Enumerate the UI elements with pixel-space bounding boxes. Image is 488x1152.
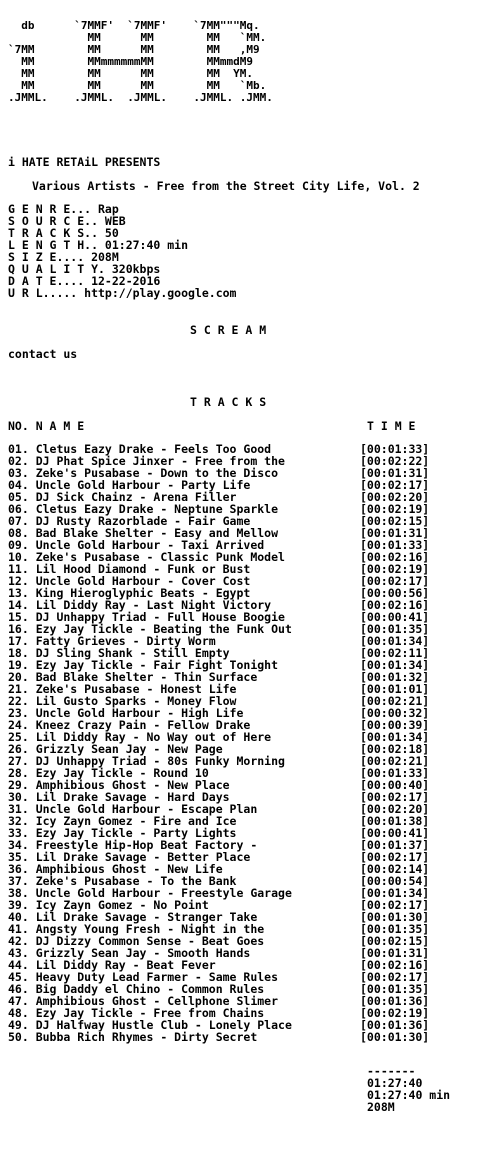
track-time: [00:00:56] (360, 586, 430, 600)
track-time: [00:02:17] (360, 790, 430, 804)
track-title: 24. Kneez Crazy Pain - Fellow Drake (8, 718, 251, 732)
tracks-heading: T R A C K S (190, 395, 267, 409)
track-title: 49. DJ Halfway Hustle Club - Lonely Place (8, 1018, 292, 1032)
track-time: [00:00:40] (360, 778, 430, 792)
track-time: [00:01:34] (360, 886, 430, 900)
track-title: 02. DJ Phat Spice Jinxer - Free from the (8, 454, 285, 468)
track-time: [00:00:41] (360, 826, 430, 840)
track-time: [00:01:34] (360, 634, 430, 648)
info-genre: G E N R E... Rap (8, 202, 119, 216)
track-title: 15. DJ Unhappy Triad - Full House Boogie (8, 610, 285, 624)
track-time: [00:02:19] (360, 1006, 430, 1020)
track-title: 10. Zeke's Pusabase - Classic Punk Model (8, 550, 285, 564)
track-time: [00:02:18] (360, 742, 430, 756)
track-time: [00:00:41] (360, 610, 430, 624)
track-time: [00:02:11] (360, 646, 430, 660)
track-row (8, 1031, 480, 1043)
track-time: [00:01:35] (360, 622, 430, 636)
track-title: 44. Lil Diddy Ray - Beat Fever (8, 958, 216, 972)
track-title: 16. Ezy Jay Tickle - Beating the Funk Out (8, 622, 292, 636)
track-time: [00:01:33] (360, 538, 430, 552)
track-title: 23. Uncle Gold Harbour - High Life (8, 706, 244, 720)
track-time: [00:02:17] (360, 970, 430, 984)
track-title: 48. Ezy Jay Tickle - Free from Chains (8, 1006, 265, 1020)
track-time: [00:01:31] (360, 526, 430, 540)
track-title: 31. Uncle Gold Harbour - Escape Plan (8, 802, 258, 816)
summary-divider: ------- (367, 1064, 416, 1078)
info-source: S O U R C E.. WEB (8, 214, 126, 228)
track-time: [00:02:22] (360, 454, 430, 468)
contact-link[interactable]: contact us (8, 347, 78, 361)
track-title: 04. Uncle Gold Harbour - Party Life (8, 478, 251, 492)
album-title: Various Artists - Free from the Street City Life, Vol. 2 (32, 179, 420, 193)
track-title: 11. Lil Hood Diamond - Funk or Bust (8, 562, 251, 576)
track-time: [00:02:20] (360, 802, 430, 816)
track-time: [00:02:17] (360, 574, 430, 588)
track-list (8, 443, 480, 1043)
track-title: 19. Ezy Jay Tickle - Fair Fight Tonight (8, 658, 279, 672)
track-time: [00:01:30] (360, 910, 430, 924)
track-time: [00:01:36] (360, 1018, 430, 1032)
track-time: [00:01:30] (360, 1030, 430, 1044)
track-time: [00:01:34] (360, 730, 430, 744)
info-url: U R L..... http://play.google.com (8, 286, 237, 300)
track-title: 40. Lil Drake Savage - Stranger Take (8, 910, 258, 924)
track-time: [00:02:19] (360, 502, 430, 516)
track-title: 29. Amphibious Ghost - New Place (8, 778, 230, 792)
track-title: 45. Heavy Duty Lead Farmer - Same Rules (8, 970, 279, 984)
track-title: 07. DJ Rusty Razorblade - Fair Game (8, 514, 251, 528)
track-title: 39. Icy Zayn Gomez - No Point (8, 898, 209, 912)
track-time: [00:01:34] (360, 658, 430, 672)
info-quality: Q U A L I T Y. 320kbps (8, 262, 161, 276)
track-title: 08. Bad Blake Shelter - Easy and Mellow (8, 526, 279, 540)
track-title: 05. DJ Sick Chainz - Arena Filler (8, 490, 237, 504)
track-title: 37. Zeke's Pusabase - To the Bank (8, 874, 237, 888)
track-time: [00:01:33] (360, 442, 430, 456)
summary-total-length: 01:27:40 min (367, 1088, 451, 1102)
info-length: L E N G T H.. 01:27:40 min (8, 238, 189, 252)
track-time: [00:02:20] (360, 490, 430, 504)
release-info (8, 203, 236, 299)
track-title: 17. Fatty Grieves - Dirty Worm (8, 634, 216, 648)
scream-heading: S C R E A M (190, 323, 267, 337)
column-header-name: NO. N A M E (8, 419, 85, 433)
summary-block (367, 1065, 450, 1113)
track-title: 01. Cletus Eazy Drake - Feels Too Good (8, 442, 272, 456)
ascii-art-logo: db `7MMF' `7MMF' `7MM"""Mq. MM MM MM `MM. `7MM MM MM MM ,M9 MM MMmmmmmmMM MMmmdM9 MM MM MM MM YM. MM MM MM MM `Mb. .JMML. .JMML. .JMML. .JMML. .JMM. (8, 19, 273, 104)
track-title: 25. Lil Diddy Ray - No Way out of Here (8, 730, 272, 744)
summary-total-size: 208M (367, 1100, 395, 1114)
track-title: 06. Cletus Eazy Drake - Neptune Sparkle (8, 502, 279, 516)
track-title: 03. Zeke's Pusabase - Down to the Disco (8, 466, 279, 480)
track-time: [00:02:14] (360, 862, 430, 876)
column-header-time: T I M E (367, 419, 416, 433)
track-time: [00:01:35] (360, 922, 430, 936)
track-title: 12. Uncle Gold Harbour - Cover Cost (8, 574, 251, 588)
track-time: [00:02:15] (360, 934, 430, 948)
track-title: 46. Big Daddy el Chino - Common Rules (8, 982, 265, 996)
info-size: S I Z E.... 208M (8, 250, 119, 264)
track-time: [00:02:21] (360, 754, 430, 768)
track-time: [00:02:16] (360, 958, 430, 972)
track-title: 21. Zeke's Pusabase - Honest Life (8, 682, 237, 696)
track-time: [00:02:17] (360, 850, 430, 864)
info-tracks: T R A C K S.. 50 (8, 226, 119, 240)
track-time: [00:01:31] (360, 466, 430, 480)
track-time: [00:01:36] (360, 994, 430, 1008)
track-time: [00:00:54] (360, 874, 430, 888)
track-time: [00:00:32] (360, 706, 430, 720)
track-title: 38. Uncle Gold Harbour - Freestyle Garage (8, 886, 292, 900)
track-title: 28. Ezy Jay Tickle - Round 10 (8, 766, 209, 780)
track-title: 09. Uncle Gold Harbour - Taxi Arrived (8, 538, 265, 552)
track-title: 26. Grizzly Sean Jay - New Page (8, 742, 223, 756)
track-time: [00:02:15] (360, 514, 430, 528)
summary-total-time: 01:27:40 (367, 1076, 423, 1090)
track-title: 32. Icy Zayn Gomez - Fire and Ice (8, 814, 237, 828)
track-title: 42. DJ Dizzy Common Sense - Beat Goes (8, 934, 265, 948)
track-title: 22. Lil Gusto Sparks - Money Flow (8, 694, 237, 708)
track-title: 30. Lil Drake Savage - Hard Days (8, 790, 230, 804)
track-title: 41. Angsty Young Fresh - Night in the (8, 922, 265, 936)
track-title: 33. Ezy Jay Tickle - Party Lights (8, 826, 237, 840)
track-title: 35. Lil Drake Savage - Better Place (8, 850, 251, 864)
track-time: [00:02:21] (360, 694, 430, 708)
track-time: [00:02:16] (360, 598, 430, 612)
track-time: [00:01:37] (360, 838, 430, 852)
presents-line: i HATE RETAiL PRESENTS (8, 155, 161, 169)
track-time: [00:02:17] (360, 898, 430, 912)
track-title: 14. Lil Diddy Ray - Last Night Victory (8, 598, 272, 612)
track-title: 50. Bubba Rich Rhymes - Dirty Secret (8, 1030, 258, 1044)
track-title: 47. Amphibious Ghost - Cellphone Slimer (8, 994, 279, 1008)
track-title: 20. Bad Blake Shelter - Thin Surface (8, 670, 258, 684)
track-title: 36. Amphibious Ghost - New Life (8, 862, 223, 876)
track-title: 43. Grizzly Sean Jay - Smooth Hands (8, 946, 251, 960)
track-time: [00:01:32] (360, 670, 430, 684)
track-time: [00:01:35] (360, 982, 430, 996)
info-date: D A T E.... 12-22-2016 (8, 274, 161, 288)
track-time: [00:01:33] (360, 766, 430, 780)
track-time: [00:01:01] (360, 682, 430, 696)
track-time: [00:02:16] (360, 550, 430, 564)
track-title: 27. DJ Unhappy Triad - 80s Funky Morning (8, 754, 285, 768)
track-time: [00:02:19] (360, 562, 430, 576)
track-title: 34. Freestyle Hip-Hop Beat Factory - (8, 838, 258, 852)
track-title: 18. DJ Sling Shank - Still Empty (8, 646, 230, 660)
track-time: [00:01:31] (360, 946, 430, 960)
track-time: [00:02:17] (360, 478, 430, 492)
track-title: 13. King Hieroglyphic Beats - Egypt (8, 586, 251, 600)
track-time: [00:01:38] (360, 814, 430, 828)
track-time: [00:00:39] (360, 718, 430, 732)
